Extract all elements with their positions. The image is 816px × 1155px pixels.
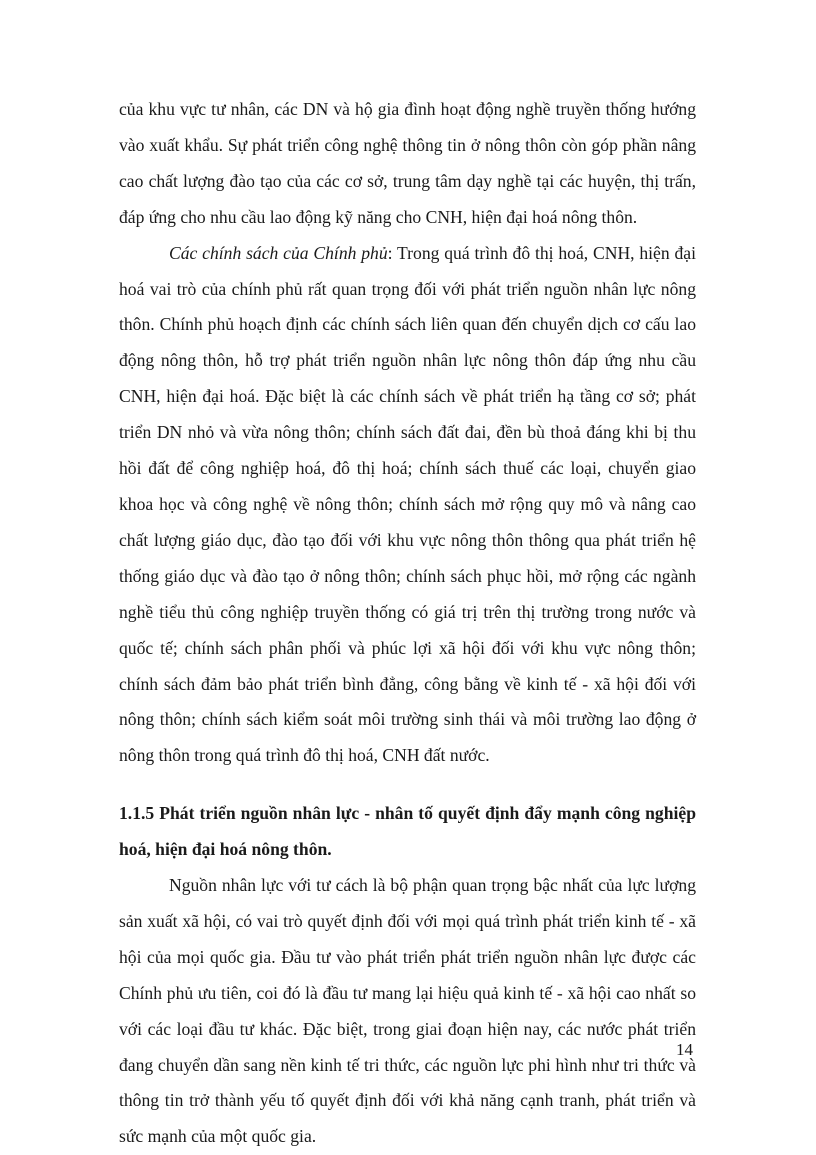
section-heading: 1.1.5 Phát triển nguồn nhân lực - nhân tố quyết định đẩy mạnh công nghiệp hoá, hiện đại hoá nông thôn. — [119, 803, 696, 860]
page-body — [119, 92, 696, 1155]
page-number: 14 — [676, 1040, 693, 1059]
paragraph-government-policies — [119, 236, 696, 775]
paragraph-continuation: của khu vực tư nhân, các DN và hộ gia đình hoạt động nghề truyền thống hướng vào xuất khẩu. Sự phát triển công nghệ thông tin ở nông thôn còn góp phần nâng cao chất lượng đào tạo của các cơ sở, trung tâm dạy nghề tại các huyện, thị trấn, đáp ứng cho nhu cầu lao động kỹ năng cho CNH, hiện đại hoá nông thôn. — [119, 99, 696, 227]
paragraph-human-resources: Nguồn nhân lực với tư cách là bộ phận quan trọng bậc nhất của lực lượng sản xuất xã hội, có vai trò quyết định đối với mọi quá trình phát triển kinh tế - xã hội của mọi quốc gia. Đầu tư vào phát triển phát triển nguồn nhân lực được các Chính phủ ưu tiên, coi đó là đầu tư mang lại hiệu quả kinh tế - xã hội cao nhất so với các loại đầu tư khác. Đặc biệt, trong giai đoạn hiện nay, các nước phát triển đang chuyển dần sang nền kinh tế tri thức, các nguồn lực phi hình như tri thức và thông tin trở thành yếu tố quyết định đối với khả năng cạnh tranh, phát triển và sức mạnh của một quốc gia. — [119, 875, 696, 1147]
paragraph-lead-italic: Các chính sách của Chính phủ — [169, 242, 388, 263]
paragraph-body-text: : Trong quá trình đô thị hoá, CNH, hiện đại hoá vai trò của chính phủ rất quan trọng đối với phát triển nguồn nhân lực nông thôn. Chính phủ hoạch định các chính sách liên quan đến chuyển dịch cơ cấu lao động nông thôn, hỗ trợ phát triển nguồn nhân lực nông thôn đáp ứng nhu cầu CNH, hiện đại hoá. Đặc biệt là các chính sách về phát triển hạ tầng cơ sở; phát triển DN nhỏ và vừa nông thôn; chính sách đất đai, đền bù thoả đáng khi bị thu hồi đất để công nghiệp hoá, đô thị hoá; chính sách thuế các loại, chuyển giao khoa học và công nghệ về nông thôn; chính sách mở rộng quy mô và nâng cao chất lượng giáo dục, đào tạo đối với khu vực nông thôn thông qua phát triển hệ thống giáo dục và đào tạo ở nông thôn; chính sách phục hồi, mở rộng các ngành nghề tiểu thủ công nghiệp truyền thống có giá trị trên thị trường trong nước và quốc tế; chính sách phân phối và phúc lợi xã hội đối với khu vực nông thôn; chính sách đảm bảo phát triển bình đẳng, công bằng về kinh tế - xã hội đối với nông thôn; chính sách kiểm soát môi trường sinh thái và môi trường lao động ở nông thôn trong quá trình đô thị hoá, CNH đất nước. — [119, 242, 696, 766]
